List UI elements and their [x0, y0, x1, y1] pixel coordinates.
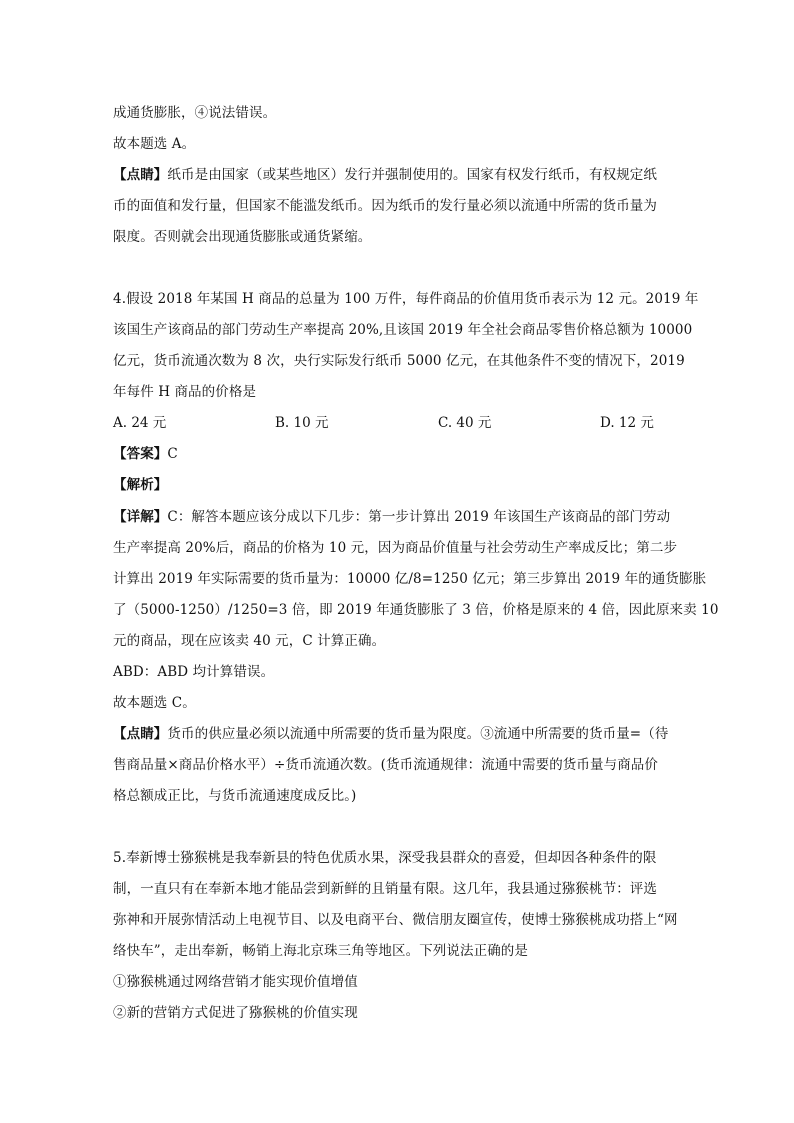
q5-stem-line3: 弥神和开展弥情活动上电视节目、以及电商平台、微信朋友圈宣传，使博士猕猴桃成功搭上“网 [113, 912, 678, 928]
answer-value: C [167, 446, 178, 462]
q4-dianjing-line3: 格总额成正比，与货币流通速度成反比。) [113, 788, 357, 804]
q4-xiangjie-text: C：解答本题应该分成以下几步：第一步计算出 2019 年该国生产该商品的部门劳动 [167, 509, 671, 525]
q4-stem-line2: 该国生产该商品的部门劳动生产率提高 20%,且该国 2019 年全社会商品零售价格总额为 10000 [113, 322, 693, 338]
q5-stem-line4: 络快车”，走出奉新，畅销上海北京珠三角等地区。下列说法正确的是 [113, 943, 529, 959]
q3-dianjing-text: 纸币是由国家（或某些地区）发行并强制使用的。国家有权发行纸币，有权规定纸 [167, 167, 658, 183]
q4-answer-line [113, 445, 693, 463]
q4-dianjing-line2: 售商品量×商品价格水平）÷货币流通次数。(货币流通规律：流通中需要的货币量与商品价 [113, 757, 658, 773]
q4-dianjing-text: 货币的供应量必须以流通中所需要的货币量为限度。③流通中所需要的货币量=（待 [167, 726, 669, 742]
dianjing-tag: 【点睛】 [113, 726, 168, 742]
q4-stem-line3: 亿元，货币流通次数为 8 次，央行实际发行纸币 5000 亿元，在其他条件不变的情况下，2019 [113, 353, 685, 369]
q3-dianjing-line1 [113, 166, 693, 184]
q4-abd-line: ABD：ABD 均计算错误。 [113, 664, 275, 680]
q5-item-1: ①猕猴桃通过网络营销才能实现价值增值 [113, 974, 358, 990]
q4-xiangjie-line4: 了（5000-1250）/1250=3 倍，即 2019 年通货膨胀了 3 倍，价格是原来的 4 倍，因此原来卖 10 [113, 602, 719, 618]
xiangjie-tag: 【详解】 [113, 509, 168, 525]
q3-dianjing-line2: 币的面值和发行量，但国家不能滥发纸币。因为纸币的发行量必须以流通中所需的货币量为 [113, 198, 657, 214]
q3-dianjing-line3: 限度。否则就会出现通货膨胀或通货紧缩。 [113, 229, 372, 245]
q4-xiangjie-line3: 计算出 2019 年实际需要的货币量为：10000 亿/8=1250 亿元；第三步算出 2019 年的通货膨胀 [113, 571, 707, 587]
q4-xiangjie-line5: 元的商品，现在应该卖 40 元，C 计算正确。 [113, 633, 386, 649]
q4-option-b: B. 10 元 [275, 415, 329, 431]
q4-conclusion: 故本题选 C。 [113, 695, 196, 711]
q4-option-c: C. 40 元 [438, 415, 492, 431]
q5-stem-line1: 5.奉新博士猕猴桃是我奉新县的特色优质水果，深受我县群众的喜爱，但却因各种条件的限 [113, 850, 657, 866]
q3-conclusion: 故本题选 A。 [113, 136, 196, 152]
q4-xiangjie-line1 [113, 508, 693, 526]
q5-stem-line2: 制，一直只有在奉新本地才能品尝到新鲜的且销量有限。这几年，我县通过猕猴桃节：评选 [113, 881, 657, 897]
answer-tag: 【答案】 [113, 446, 168, 462]
q4-stem-line4: 年每件 H 商品的价格是 [113, 384, 257, 400]
q4-option-d: D. 12 元 [600, 415, 654, 431]
jiexi-tag: 【解析】 [113, 477, 168, 493]
q4-xiangjie-line2: 生产率提高 20%后，商品的价格为 10 元，因为商品价值量与社会劳动生产率成反比；第二步 [113, 540, 678, 556]
dianjing-tag: 【点睛】 [113, 167, 168, 183]
q4-jiexi-line [113, 476, 693, 494]
q4-stem-line1: 4.假设 2018 年某国 H 商品的总量为 100 万件，每件商品的价值用货币表示为 12 元。2019 年 [113, 291, 699, 307]
q4-dianjing-line1 [113, 725, 693, 743]
q4-option-a: A. 24 元 [113, 415, 167, 431]
q3-tail-line: 成通货膨胀，④说法错误。 [113, 105, 277, 121]
q5-item-2: ②新的营销方式促进了猕猴桃的价值实现 [113, 1005, 358, 1021]
